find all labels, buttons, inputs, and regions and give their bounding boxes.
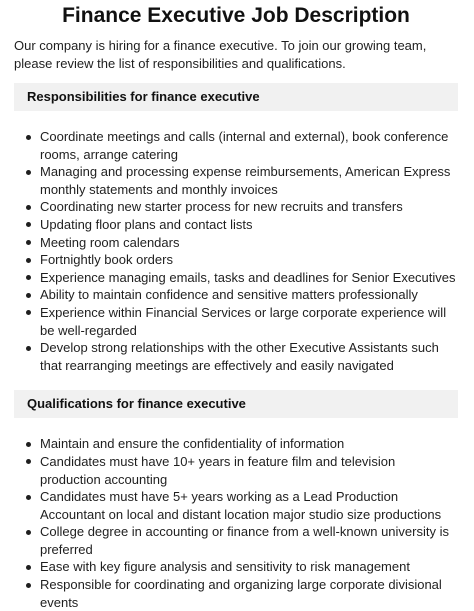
responsibilities-heading: Responsibilities for finance executive — [14, 83, 458, 111]
list-item: Responsible for coordinating and organizing large corporate divisional events — [25, 576, 458, 611]
list-item: Maintain and ensure the confidentiality of information — [25, 435, 458, 453]
list-item: Meeting room calendars — [25, 234, 458, 252]
list-item: Ability to maintain confidence and sensitive matters professionally — [25, 286, 458, 304]
qualifications-heading: Qualifications for finance executive — [14, 390, 458, 418]
list-item: Ease with key figure analysis and sensitivity to risk management — [25, 558, 458, 576]
list-item: Experience within Financial Services or large corporate experience will be well-regarded — [25, 304, 458, 339]
responsibilities-list — [14, 128, 458, 374]
list-item: Experience managing emails, tasks and deadlines for Senior Executives — [25, 269, 458, 287]
list-item: Managing and processing expense reimbursements, American Express monthly statements and monthly invoices — [25, 163, 458, 198]
list-item: Coordinate meetings and calls (internal and external), book conference rooms, arrange catering — [25, 128, 458, 163]
list-item: Coordinating new starter process for new recruits and transfers — [25, 198, 458, 216]
page-title: Finance Executive Job Description — [62, 4, 410, 27]
intro-paragraph: Our company is hiring for a finance executive. To join our growing team, please review the list of responsibilities and qualifications. — [14, 38, 427, 71]
list-item: Candidates must have 5+ years working as a Lead Production Accountant on local and distant location major studio size productions — [25, 488, 458, 523]
list-item: Updating floor plans and contact lists — [25, 216, 458, 234]
list-item: Fortnightly book orders — [25, 251, 458, 269]
list-item: College degree in accounting or finance from a well-known university is preferred — [25, 523, 458, 558]
list-item: Candidates must have 10+ years in feature film and television production accounting — [25, 453, 458, 488]
list-item: Develop strong relationships with the other Executive Assistants such that rearranging meetings are effectively and easily navigated — [25, 339, 458, 374]
qualifications-list — [14, 435, 458, 611]
